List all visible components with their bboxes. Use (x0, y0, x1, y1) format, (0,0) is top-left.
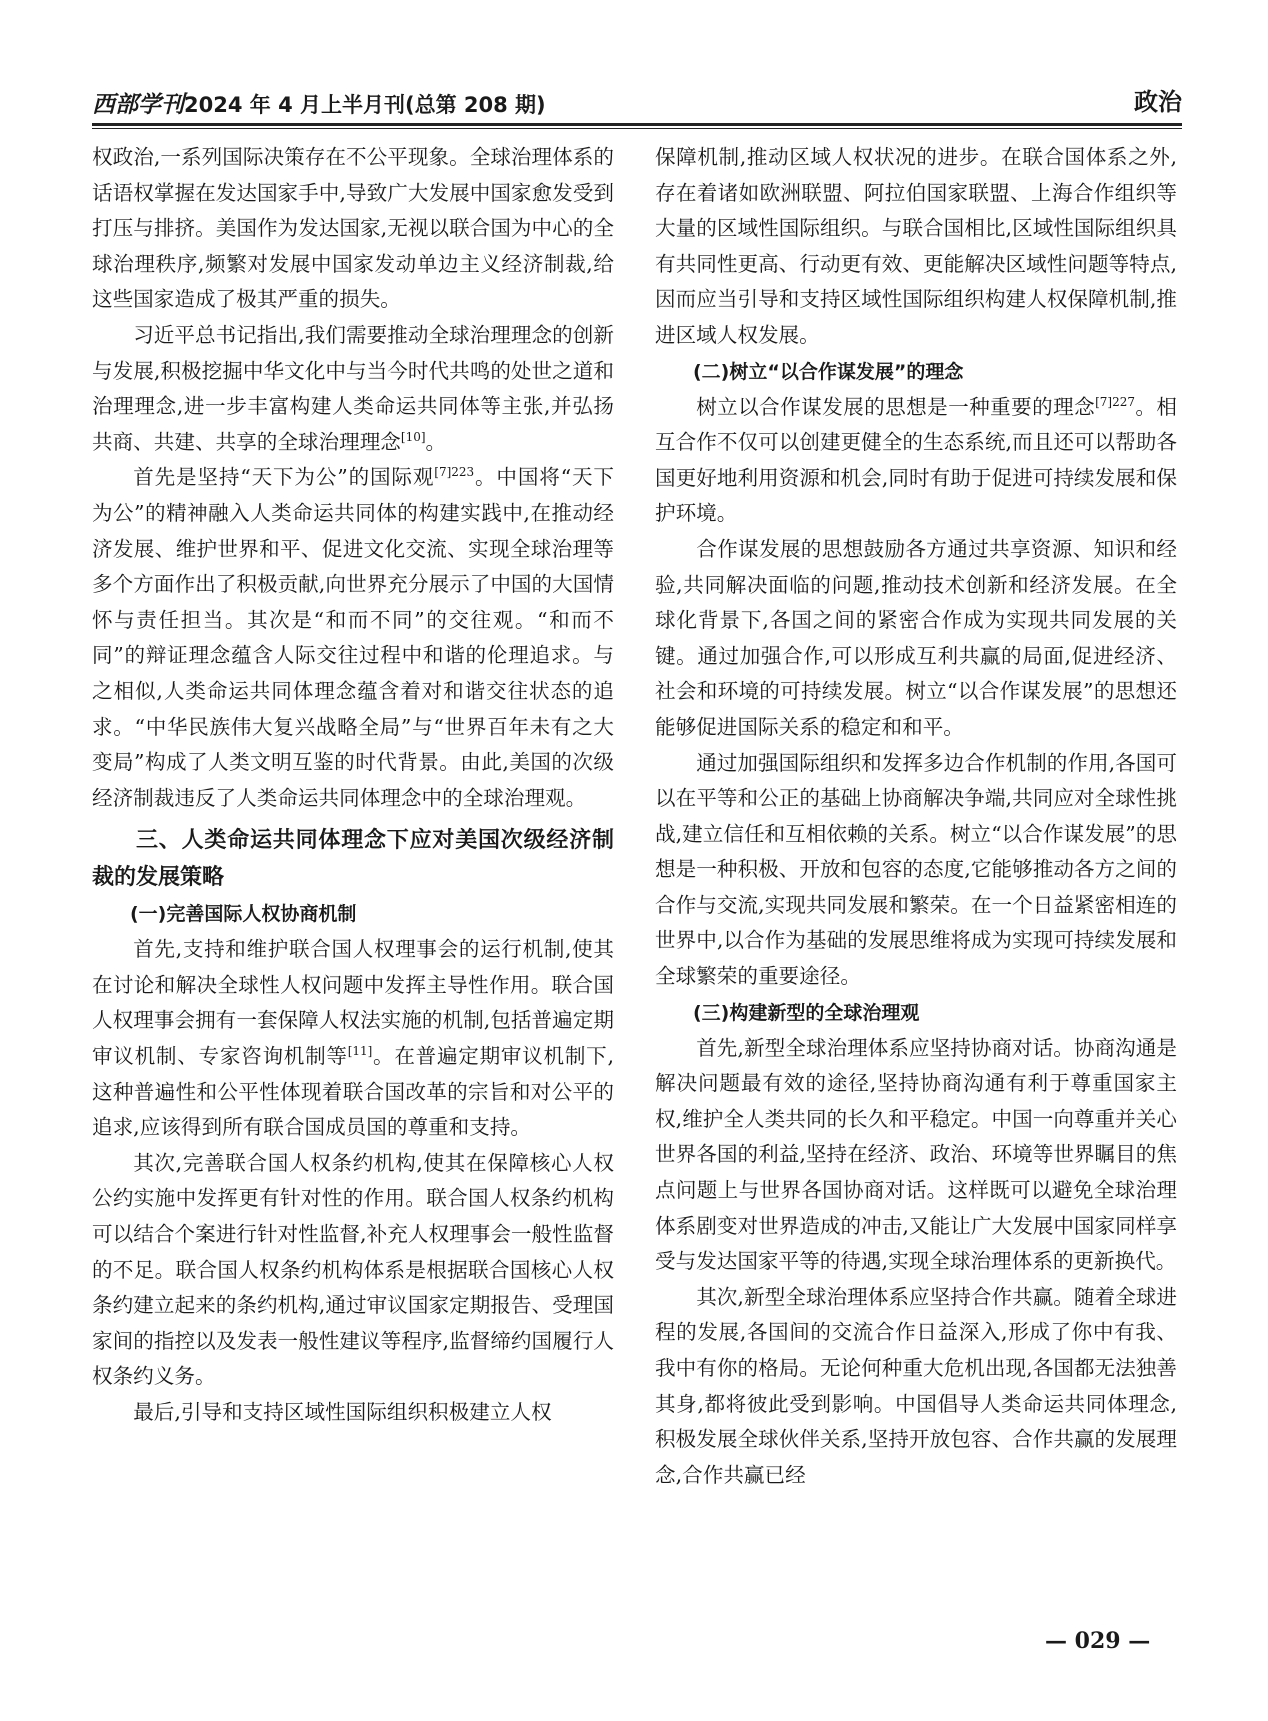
page-number: — 029 — (1045, 1628, 1151, 1654)
paragraph: 首先,新型全球治理体系应坚持协商对话。协商沟通是解决问题最有效的途径,坚持协商沟通有利于尊重国家主权,维护全人类共同的长久和平稳定。中国一向尊重并关心世界各国的利益,坚持在经济、政治、环境等世界瞩目的焦点问题上与世界各国协商对话。这样既可以避免全球治理体系剧变对世界造成的冲击,又能让广大发展中国家同样享受与发达国家平等的待遇,实现全球治理体系的更新换代。 (655, 1035, 1177, 1274)
paragraph: 保障机制,推动区域人权状况的进步。在联合国体系之外,存在着诸如欧洲联盟、阿拉伯国家联盟、上海合作组织等大量的区域性国际组织。与联合国相比,区域性国际组织具有共同性更高、行动更有效、更能解决区域性问题等特点,因而应当引导和支持区域性国际组织构建人权保障机制,推进区域人权发展。 (655, 145, 1177, 347)
subsection-heading: (二)树立“以合作谋发展”的理念 (693, 360, 964, 383)
section-label: 政治 (1134, 88, 1182, 116)
paragraph: 合作谋发展的思想鼓励各方通过共享资源、知识和经验,共同解决面临的问题,推动技术创新和经济发展。在全球化背景下,各国之间的紧密合作成为实现共同发展的关键。通过加强合作,可以形成互利共赢的局面,促进经济、社会和环境的可持续发展。树立“以合作谋发展”的思想还能够促进国际关系的稳定和和平。 (655, 536, 1177, 739)
paragraph: 最后,引导和支持区域性国际组织积极建立人权 (133, 1400, 552, 1424)
paragraph: 其次,完善联合国人权条约机构,使其在保障核心人权公约实施中发挥更有针对性的作用。联合国人权条约机构可以结合个案进行针对性监督,补充人权理事会一般性监督的不足。联合国人权条约机构体系是根据联合国核心人权条约建立起来的条约机构,通过审议国家定期报告、受理国家间的指控以及发表一般性建议等程序,监督缔约国履行人权条约义务。 (92, 1150, 614, 1389)
citation-ref: [7]227 (1095, 394, 1136, 409)
journal-logo: 西部学刊 (92, 91, 184, 118)
left-column (92, 140, 614, 1431)
paragraph-text: 。在普遍定期审议机制下,这种普遍性和公平性体现着联合国改革的宗旨和对公平的追求,应该得到所有联合国成员国的尊重和支持。 (92, 1044, 614, 1140)
paragraph-text: 首先,支持和维护联合国人权理事会的运行机制,使其在讨论和解决全球性人权问题中发挥主导性作用。联合国人权理事会拥有一套保障人权法实施的机制,包括普遍定期审议机制、专家咨询机制等 (92, 937, 614, 1069)
paragraph: 权政治,一系列国际决策存在不公平现象。全球治理体系的话语权掌握在发达国家手中,导致广大发展中国家愈发受到打压与排挤。美国作为发达国家,无视以联合国为中心的全球治理秩序,频繁对发展中国家发动单边主义经济制裁,给这些国家造成了极其严重的损失。 (92, 145, 614, 312)
paragraph: 通过加强国际组织和发挥多边合作机制的作用,各国可以在平等和公正的基础上协商解决争端,共同应对全球性挑战,建立信任和互相依赖的关系。树立“以合作谋发展”的思想是一种积极、开放和包容的态度,它能够推动各方之间的合作与交流,实现共同发展和繁荣。在一个日益紧密相连的世界中,以合作为基础的发展思维将成为实现可持续发展和全球繁荣的重要途径。 (655, 750, 1177, 989)
paragraph-text: 首先是坚持“天下为公”的国际观 (133, 465, 435, 490)
paragraph (92, 318, 614, 460)
citation-ref: [10] (400, 429, 426, 444)
section-heading: 三、人类命运共同体理念下应对美国次级经济制裁的发展策略 (92, 828, 614, 891)
issue-label: 2024 年 4 月上半月刊(总第 208 期) (184, 93, 546, 117)
header-divider (92, 123, 1182, 126)
paragraph: 其次,新型全球治理体系应坚持合作共赢。随着全球进程的发展,各国间的交流合作日益深入,形成了你中有我、我中有你的格局。无论何种重大危机出现,各国都无法独善其身,都将彼此受到影响。中国倡导人类命运共同体理念,积极发展全球伙伴关系,坚持开放包容、合作共赢的发展理念,合作共赢已经 (655, 1284, 1177, 1487)
paragraph-text: 。 (425, 429, 447, 454)
citation-ref: [11] (347, 1044, 373, 1059)
paragraph-text: 。中国将“天下为公”的精神融入人类命运共同体的构建实践中,在推动经济发展、维护世界和平、促进文化交流、实现全球治理等多个方面作出了积极贡献,向世界充分展示了中国的大国情怀与责任担当。其次是“和而不同”的交往观。“和而不同”的辩证理念蕴含人际交往过程中和谐的伦理追求。与之相似,人类命运共同体理念蕴含着对和谐交往状态的追求。“中华民族伟大复兴战略全局”与“世界百年未有之大变局”构成了人类文明互鉴的时代背景。由此,美国的次级经济制裁违反了人类命运共同体理念中的全球治理观。 (92, 465, 614, 810)
subsection-heading: (三)构建新型的全球治理观 (693, 1001, 920, 1024)
journal-issue-line (92, 86, 546, 119)
right-column (655, 140, 1177, 1493)
citation-ref: [7]223 (434, 465, 475, 480)
paragraph (92, 460, 614, 816)
header-divider-thin (92, 128, 1182, 129)
subsection-heading: (一)完善国际人权协商机制 (130, 903, 357, 926)
paragraph (655, 390, 1177, 532)
paragraph-text: 习近平总书记指出,我们需要推动全球治理理念的创新与发展,积极挖掘中华文化中与当今时代共鸣的处世之道和治理理念,进一步丰富构建人类命运共同体等主张,并弘扬共商、共建、共享的全球治理理念 (92, 322, 614, 454)
paragraph-text: 树立以合作谋发展的思想是一种重要的理念 (696, 394, 1096, 419)
paragraph-text: 。相互合作不仅可以创建更健全的生态系统,而且还可以帮助各国更好地利用资源和机会,同时有助于促进可持续发展和保护环境。 (655, 394, 1178, 526)
page-header (92, 86, 1182, 126)
paragraph (92, 932, 614, 1146)
